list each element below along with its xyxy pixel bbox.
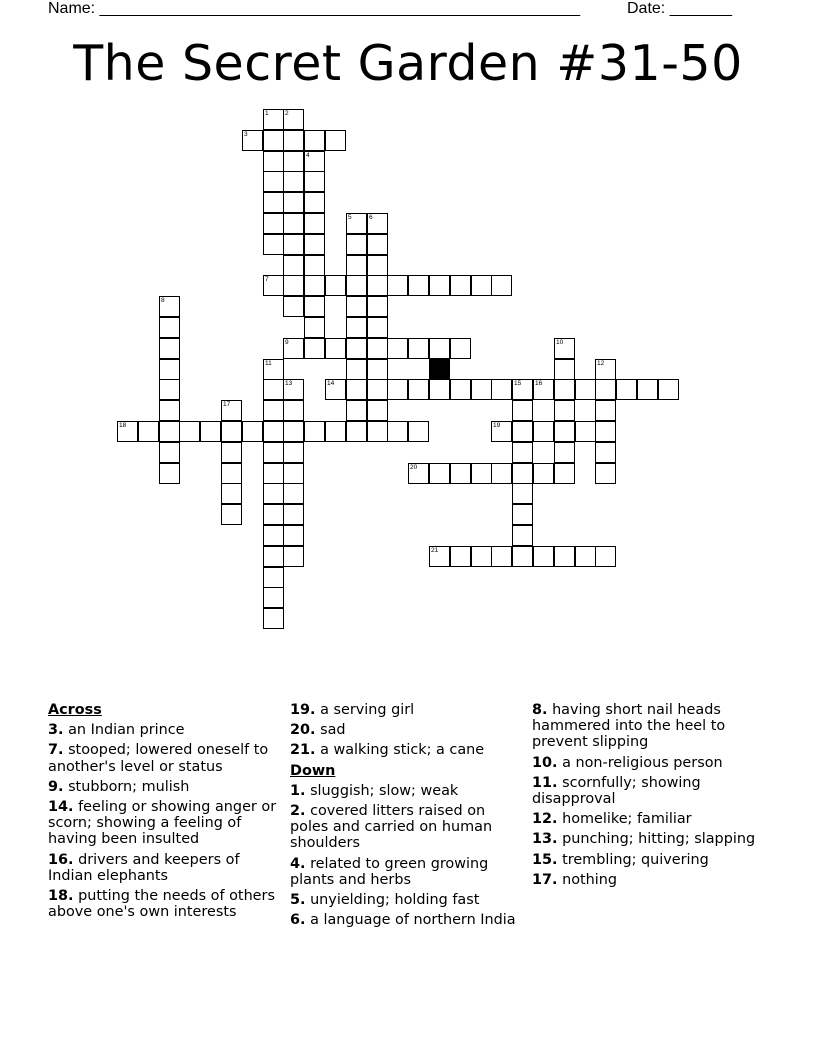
down-clue-5: 5. unyielding; holding fast	[290, 892, 480, 909]
grid-cell[interactable]	[159, 421, 180, 442]
grid-cell[interactable]	[179, 421, 200, 442]
grid-cell[interactable]	[221, 442, 242, 463]
grid-cell[interactable]	[283, 442, 304, 463]
grid-cell[interactable]	[367, 421, 388, 442]
down-clue-8: 8. having short nail heads hammered into the heel to prevent slipping	[532, 702, 726, 751]
grid-cell[interactable]	[346, 421, 367, 442]
across-clue-18: 18. putting the needs of others above one's own interests	[48, 888, 275, 921]
grid-cell[interactable]	[159, 400, 180, 421]
clue-number-label: 5	[348, 214, 352, 221]
clue-number-label: 15	[514, 380, 522, 387]
clue-number-label: 13	[285, 380, 293, 387]
grid-cell[interactable]	[159, 379, 180, 400]
grid-cell[interactable]	[491, 379, 512, 400]
grid-cell[interactable]	[263, 109, 284, 130]
grid-cell[interactable]	[263, 504, 284, 525]
grid-cell[interactable]	[346, 400, 367, 421]
clue-number-label: 6	[369, 214, 373, 221]
grid-cell[interactable]	[283, 483, 304, 504]
puzzle-title: The Secret Garden #31-50	[73, 35, 743, 92]
grid-cell[interactable]	[283, 151, 304, 172]
grid-cell[interactable]	[283, 234, 304, 255]
grid-cell[interactable]	[283, 296, 304, 317]
grid-cell[interactable]	[263, 483, 284, 504]
grid-cell[interactable]	[595, 400, 616, 421]
grid-cell[interactable]	[450, 275, 471, 296]
grid-cell[interactable]	[512, 442, 533, 463]
name-field-label: Name: ______________________________________________________	[48, 0, 581, 17]
down-clue-17: 17. nothing	[532, 871, 618, 888]
grid-cell[interactable]	[159, 359, 180, 380]
across-clue-7: 7. stooped; lowered oneself to another's level or status	[48, 742, 269, 775]
grid-cell[interactable]	[325, 379, 346, 400]
grid-cell[interactable]	[367, 338, 388, 359]
grid-cell[interactable]	[387, 421, 408, 442]
grid-cell[interactable]	[325, 338, 346, 359]
clue-number-label: 20	[410, 464, 418, 471]
clue-number-label: 17	[223, 401, 231, 408]
down-clue-12: 12. homelike; familiar	[532, 811, 692, 828]
grid-cell[interactable]	[159, 463, 180, 484]
grid-cell[interactable]	[512, 483, 533, 504]
grid-cell[interactable]	[263, 359, 284, 380]
down-clue-1: 1. sluggish; slow; weak	[290, 782, 459, 799]
grid-cell[interactable]	[346, 296, 367, 317]
grid-cell[interactable]	[367, 359, 388, 380]
grid-cell[interactable]	[595, 463, 616, 484]
grid-cell[interactable]	[554, 338, 575, 359]
grid-cell[interactable]	[263, 463, 284, 484]
grid-cell[interactable]	[575, 546, 596, 567]
grid-cell[interactable]	[450, 379, 471, 400]
grid-cell[interactable]	[304, 317, 325, 338]
grid-cell[interactable]	[304, 421, 325, 442]
grid-cell[interactable]	[471, 275, 492, 296]
grid-cell[interactable]	[263, 587, 284, 608]
clue-number-label: 18	[119, 422, 127, 429]
down-clue-11: 11. scornfully; showing disapproval	[532, 774, 701, 808]
grid-cell[interactable]	[595, 442, 616, 463]
grid-cell[interactable]	[346, 317, 367, 338]
grid-cell[interactable]	[263, 525, 284, 546]
grid-cell[interactable]	[263, 400, 284, 421]
grid-cell[interactable]	[346, 255, 367, 276]
grid-cell[interactable]	[595, 421, 616, 442]
across-clue-19: 19. a serving girl	[290, 702, 415, 718]
grid-cell[interactable]	[512, 463, 533, 484]
grid-cell[interactable]	[159, 338, 180, 359]
grid-cell[interactable]	[304, 255, 325, 276]
date-field-label: Date: _______	[627, 0, 732, 17]
grid-cell[interactable]	[283, 109, 304, 130]
grid-cell[interactable]	[471, 546, 492, 567]
grid-cell[interactable]	[367, 379, 388, 400]
grid-cell[interactable]	[159, 296, 180, 317]
grid-cell[interactable]	[450, 463, 471, 484]
grid-cell[interactable]	[283, 338, 304, 359]
grid-cell[interactable]	[263, 213, 284, 234]
grid-cell[interactable]	[554, 463, 575, 484]
grid-cell[interactable]	[159, 317, 180, 338]
grid-cell[interactable]	[304, 296, 325, 317]
grid-cell[interactable]	[221, 463, 242, 484]
grid-cell[interactable]	[283, 130, 304, 151]
grid-cell[interactable]	[346, 359, 367, 380]
clue-number-label: 11	[265, 360, 272, 367]
clue-number-label: 3	[244, 131, 248, 138]
grid-cell[interactable]	[138, 421, 159, 442]
across-clue-20: 20. sad	[290, 722, 346, 739]
down-clue-10: 10. a non-religious person	[532, 754, 723, 771]
grid-cell[interactable]	[491, 463, 512, 484]
grid-cell[interactable]	[387, 275, 408, 296]
grid-cell[interactable]	[554, 442, 575, 463]
grid-cell[interactable]	[408, 338, 429, 359]
grid-cell[interactable]	[616, 379, 637, 400]
grid-cell[interactable]	[346, 379, 367, 400]
clues-column-1	[48, 702, 278, 924]
grid-cell[interactable]	[533, 379, 554, 400]
grid-cell[interactable]	[491, 546, 512, 567]
grid-cell[interactable]	[304, 213, 325, 234]
grid-cell[interactable]	[221, 421, 242, 442]
clue-number-label: 8	[161, 297, 165, 304]
clue-number-label: 1	[265, 110, 269, 117]
grid-cell[interactable]	[367, 317, 388, 338]
clue-number-label: 7	[265, 276, 269, 283]
across-clue-14: 14. feeling or showing anger or scorn; showing a feeling of having been insulted	[48, 799, 277, 848]
grid-cell[interactable]	[283, 546, 304, 567]
clue-number-label: 14	[327, 380, 335, 387]
clues-column-3	[532, 702, 762, 892]
grid-cell[interactable]	[429, 463, 450, 484]
grid-cell[interactable]	[512, 379, 533, 400]
down-heading: Down	[290, 762, 336, 779]
grid-cell[interactable]	[221, 504, 242, 525]
grid-cell[interactable]	[304, 130, 325, 151]
grid-cell[interactable]	[554, 400, 575, 421]
clues-column-2	[290, 702, 520, 932]
grid-cell[interactable]	[595, 546, 616, 567]
clue-number-label: 4	[306, 152, 310, 159]
grid-cell[interactable]	[429, 379, 450, 400]
grid-cell[interactable]	[575, 421, 596, 442]
grid-cell[interactable]	[575, 379, 596, 400]
grid-cell[interactable]	[554, 421, 575, 442]
grid-cell[interactable]	[242, 130, 263, 151]
clue-number-label: 10	[556, 339, 564, 346]
grid-cell[interactable]	[554, 379, 575, 400]
grid-cell[interactable]	[346, 275, 367, 296]
grid-cell[interactable]	[408, 463, 429, 484]
grid-cell[interactable]	[283, 525, 304, 546]
across-clue-21: 21. a walking stick; a cane	[290, 742, 485, 759]
grid-cell[interactable]	[304, 275, 325, 296]
grid-cell[interactable]	[325, 421, 346, 442]
clue-number-label: 21	[431, 547, 439, 554]
grid-cell[interactable]	[263, 379, 284, 400]
grid-cell[interactable]	[533, 421, 554, 442]
grid-cell[interactable]	[367, 234, 388, 255]
clue-number-label: 19	[493, 422, 501, 429]
grid-cell[interactable]	[263, 275, 284, 296]
grid-cell[interactable]	[533, 546, 554, 567]
grid-cell[interactable]	[637, 379, 658, 400]
grid-cell[interactable]	[221, 483, 242, 504]
grid-cell[interactable]	[159, 442, 180, 463]
clue-number-label: 12	[597, 360, 605, 367]
grid-cell[interactable]	[263, 567, 284, 588]
across-heading: Across	[48, 702, 102, 718]
grid-cell[interactable]	[283, 255, 304, 276]
grid-cell[interactable]	[367, 213, 388, 234]
grid-cell[interactable]	[263, 151, 284, 172]
clue-number-label: 2	[285, 110, 289, 117]
grid-cell[interactable]	[346, 234, 367, 255]
grid-cell[interactable]	[450, 338, 471, 359]
grid-cell[interactable]	[471, 463, 492, 484]
grid-cell[interactable]	[263, 130, 284, 151]
grid-cell[interactable]	[512, 525, 533, 546]
grid-cell[interactable]	[429, 546, 450, 567]
grid-cell[interactable]	[263, 192, 284, 213]
grid-cell[interactable]	[283, 275, 304, 296]
grid-cell[interactable]	[367, 255, 388, 276]
grid-cell[interactable]	[512, 400, 533, 421]
grid-cell[interactable]	[512, 504, 533, 525]
grid-cell[interactable]	[263, 442, 284, 463]
grid-cell[interactable]	[533, 463, 554, 484]
grid-cell[interactable]	[491, 421, 512, 442]
grid-cell[interactable]	[471, 379, 492, 400]
grid-cell[interactable]	[283, 504, 304, 525]
grid-cell[interactable]	[595, 359, 616, 380]
clue-number-label: 16	[535, 380, 543, 387]
across-clue-9: 9. stubborn; mulish	[48, 778, 190, 795]
across-clue-16: 16. drivers and keepers of Indian elephants	[48, 851, 240, 884]
grid-cell[interactable]	[263, 421, 284, 442]
grid-cell[interactable]	[346, 338, 367, 359]
down-clue-2: 2. covered litters raised on poles and carried on human shoulders	[290, 803, 493, 852]
grid-cell[interactable]	[221, 400, 242, 421]
grid-cell[interactable]	[429, 338, 450, 359]
grid-cell[interactable]	[408, 421, 429, 442]
grid-cell[interactable]	[512, 546, 533, 567]
grid-cell[interactable]	[283, 213, 304, 234]
grid-cell[interactable]	[346, 213, 367, 234]
grid-cell[interactable]	[283, 400, 304, 421]
across-clue-3: 3. an Indian prince	[48, 722, 185, 739]
grid-cell[interactable]	[200, 421, 221, 442]
grid-cell[interactable]	[491, 275, 512, 296]
grid-cell[interactable]	[304, 151, 325, 172]
grid-cell[interactable]	[512, 421, 533, 442]
grid-cell[interactable]	[429, 275, 450, 296]
grid-cell[interactable]	[283, 379, 304, 400]
grid-cell[interactable]	[554, 546, 575, 567]
down-clue-13: 13. punching; hitting; slapping	[532, 831, 756, 848]
grid-cell[interactable]	[304, 234, 325, 255]
grid-cell[interactable]	[554, 359, 575, 380]
grid-cell[interactable]	[658, 379, 679, 400]
grid-cell[interactable]	[304, 171, 325, 192]
grid-cell[interactable]	[387, 379, 408, 400]
down-clue-4: 4. related to green growing plants and herbs	[290, 855, 489, 888]
grid-cell[interactable]	[325, 275, 346, 296]
grid-cell[interactable]	[263, 546, 284, 567]
grid-cell[interactable]	[263, 171, 284, 192]
grid-cell[interactable]	[387, 338, 408, 359]
grid-cell[interactable]	[117, 421, 138, 442]
grid-cell[interactable]	[367, 275, 388, 296]
grid-cell[interactable]	[263, 234, 284, 255]
grid-cell[interactable]	[408, 379, 429, 400]
grid-cell[interactable]	[263, 608, 284, 629]
grid-block-cell	[429, 359, 450, 380]
grid-cell[interactable]	[595, 379, 616, 400]
grid-cell[interactable]	[304, 192, 325, 213]
grid-cell[interactable]	[367, 400, 388, 421]
grid-cell[interactable]	[242, 421, 263, 442]
grid-cell[interactable]	[283, 463, 304, 484]
down-clue-6: 6. a language of northern India	[290, 912, 516, 929]
grid-cell[interactable]	[304, 338, 325, 359]
grid-cell[interactable]	[408, 275, 429, 296]
grid-cell[interactable]	[367, 296, 388, 317]
down-clue-15: 15. trembling; quivering	[532, 851, 709, 868]
clue-number-label: 9	[285, 339, 289, 346]
grid-cell[interactable]	[325, 130, 346, 151]
grid-cell[interactable]	[450, 546, 471, 567]
grid-cell[interactable]	[283, 192, 304, 213]
grid-cell[interactable]	[283, 421, 304, 442]
grid-cell[interactable]	[283, 171, 304, 192]
